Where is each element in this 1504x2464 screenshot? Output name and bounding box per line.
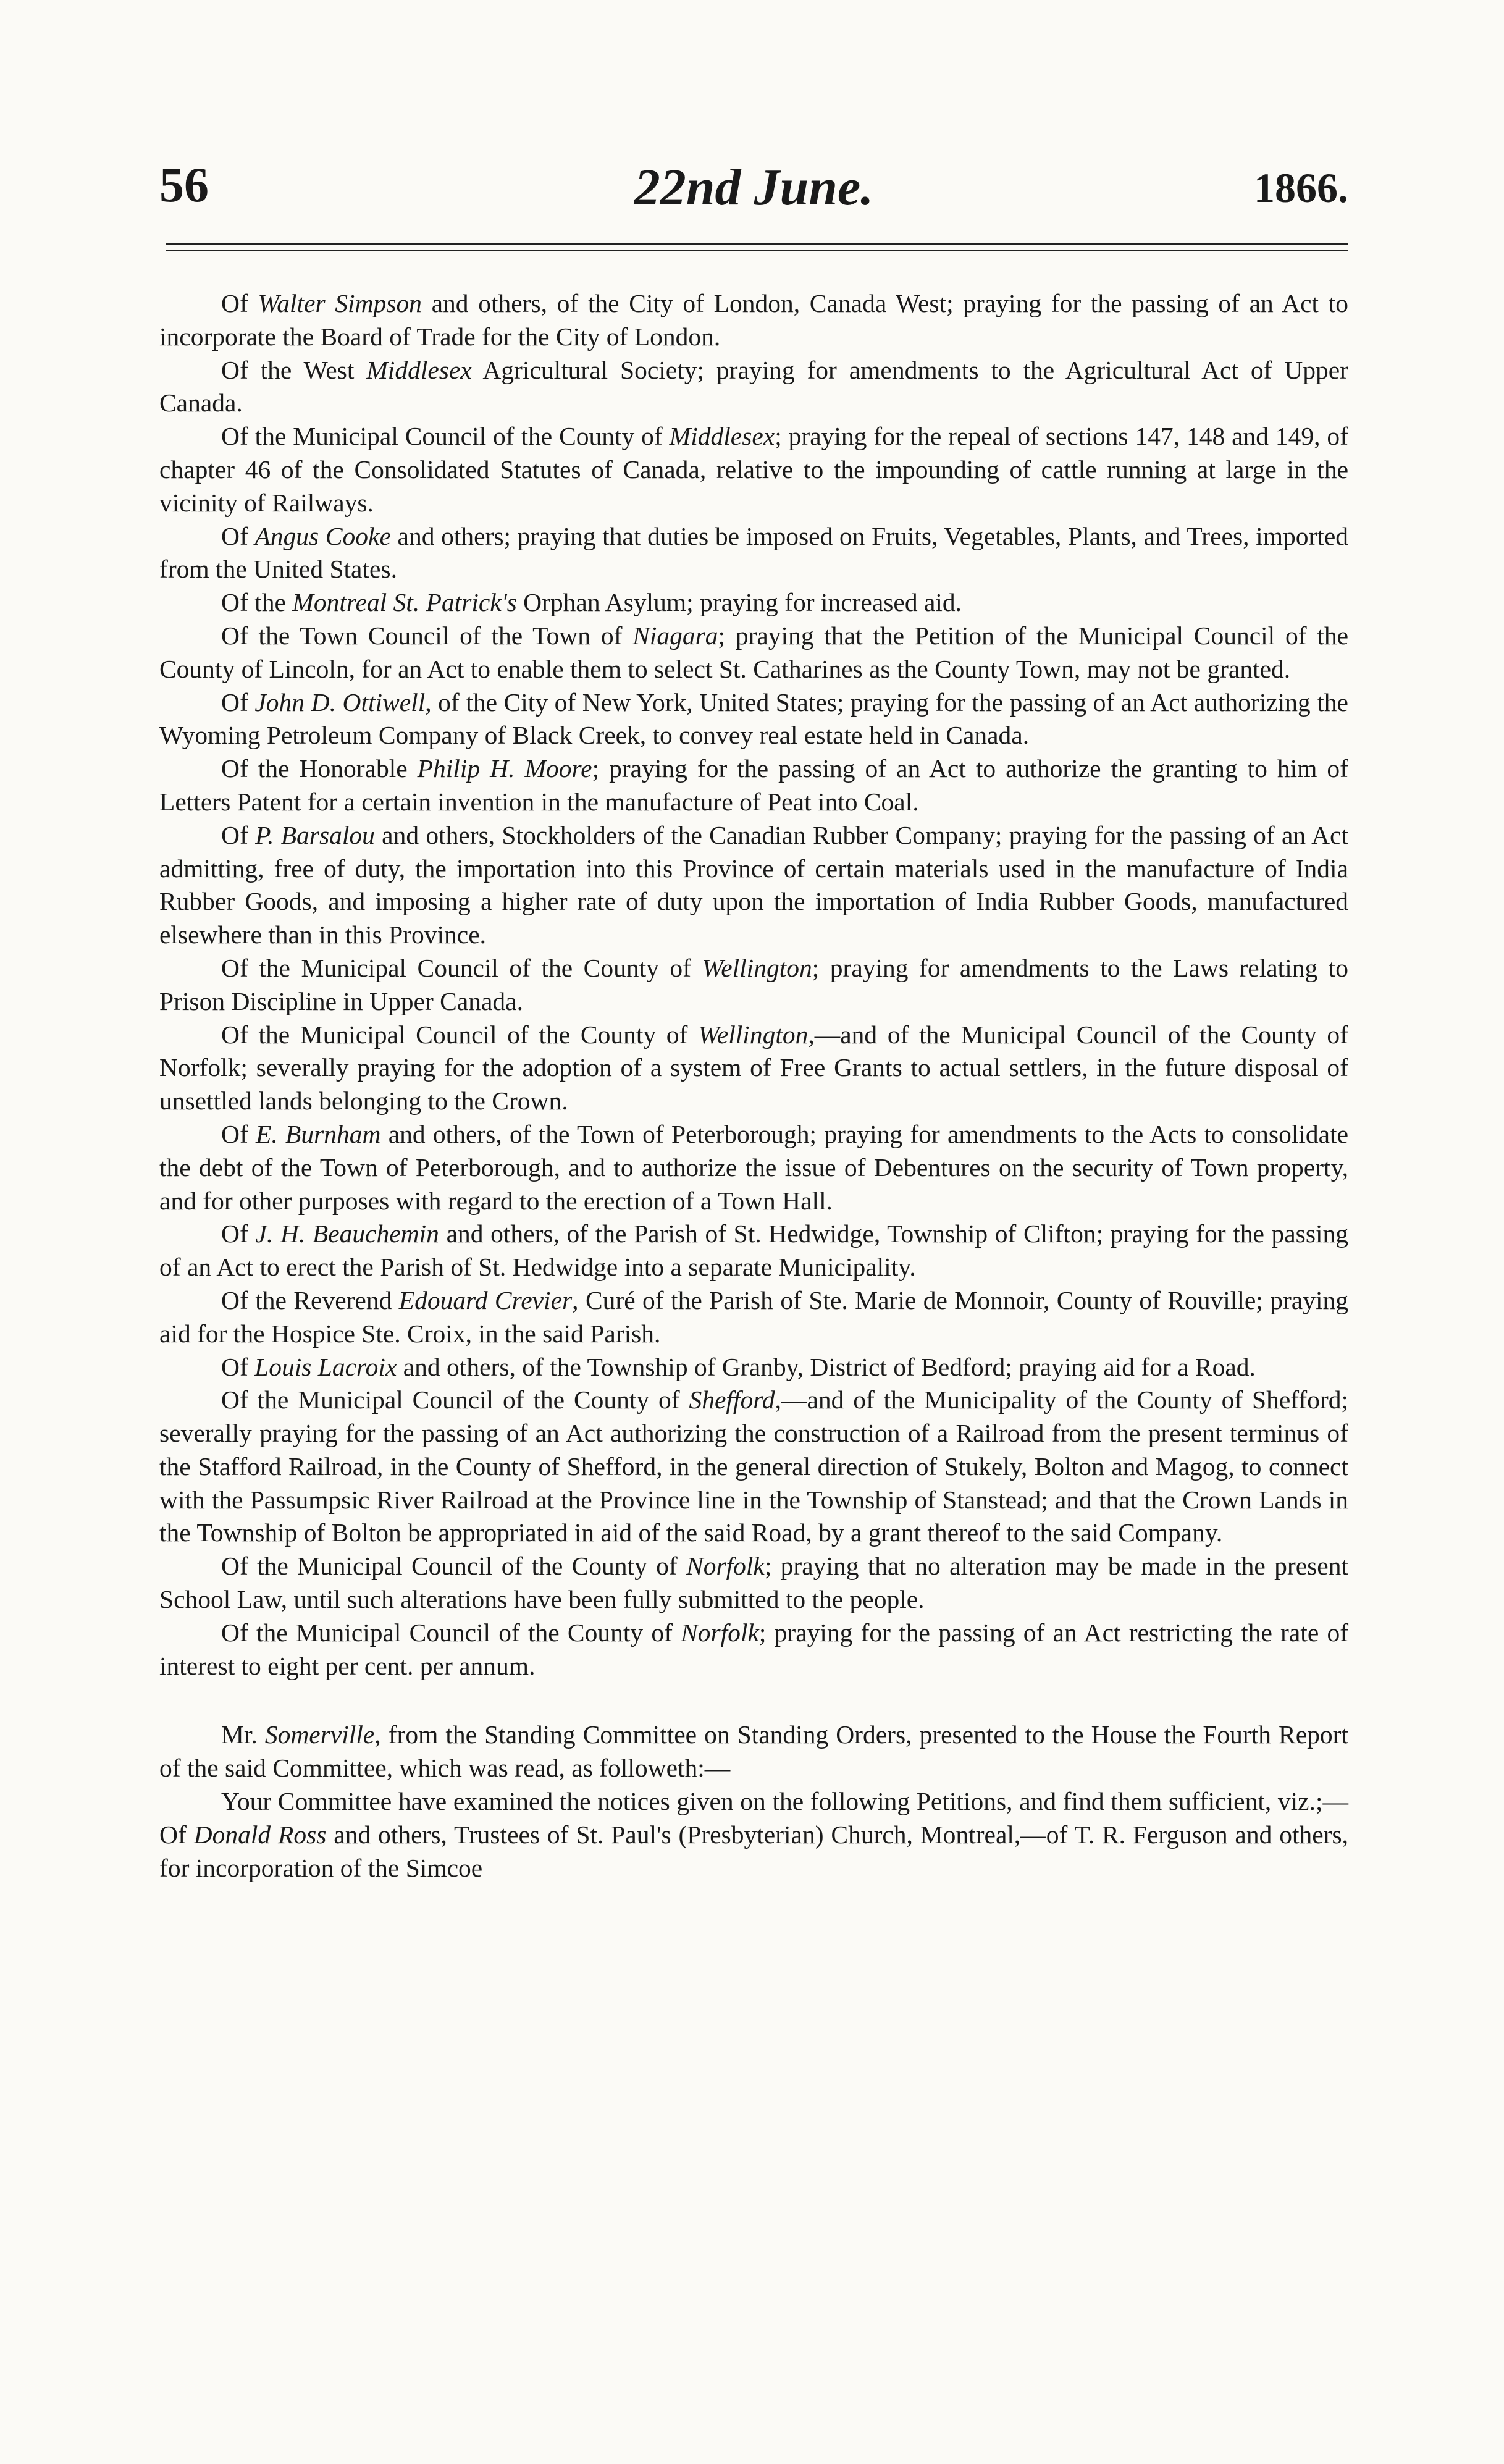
paragraph-prefix: Mr. (221, 1720, 265, 1749)
paragraph-text: ; praying for the passing of an Act restricting the rate of interest to eight per cent. per annum. (159, 1618, 1349, 1680)
petitioner-name: Edouard Crevier (398, 1285, 573, 1314)
paragraph-prefix: Of (221, 1219, 256, 1248)
petition-paragraph (159, 1351, 1348, 1384)
petition-paragraph (159, 1384, 1348, 1550)
paragraph-prefix: Of the Reverend (221, 1285, 399, 1314)
paragraph-text: ,—and of the Municipal Council of the County of Norfolk; severally praying for the adoption of a system of Free Grants to actual settlers, in the future disposal of unsettled lands belonging to the Crown. (159, 1020, 1349, 1116)
petitioner-name: Montreal St. Patrick's (292, 588, 517, 617)
paragraph-text: and others, of the Parish of St. Hedwidge, Township of Clifton; praying for the passing of an Act to erect the Parish of St. Hedwidge into a separate Municipality. (159, 1219, 1349, 1282)
paragraph-prefix: Of (221, 289, 258, 317)
paragraph-text: ; praying for the repeal of sections 147, 148 and 149, of chapter 46 of the Consolidated Statutes of Canada, relative to the impounding of cattle running at large in the vicinity of Railways. (159, 422, 1348, 517)
petition-paragraph (159, 1617, 1348, 1683)
paragraph-text: and others, Trustees of St. Paul's (Presbyterian) Church, Montreal,—of T. R. Ferguson and others, for incorporation of the Simcoe (159, 1820, 1349, 1882)
paragraph-text: ; praying that the Petition of the Municipal Council of the County of Lincoln, for an Act to enable them to select St. Catharines as the County Town, may not be granted. (159, 621, 1348, 683)
petitioner-name: J. H. Beauchemin (255, 1219, 439, 1248)
document-body (159, 287, 1348, 1885)
paragraph-prefix: Of the Municipal Council of the County of (221, 422, 670, 451)
header-year: 1866. (1254, 164, 1348, 211)
petitioner-name: Angus Cooke (254, 521, 391, 550)
petition-paragraph (159, 354, 1348, 421)
paragraph-prefix: Of (221, 1352, 255, 1381)
petition-paragraph (159, 1019, 1348, 1118)
petition-paragraph (159, 752, 1348, 819)
petitioner-name: Walter Simpson (258, 289, 422, 317)
petition-paragraph (159, 586, 1348, 620)
paragraph-prefix: Of the Municipal Council of the County of (221, 1552, 687, 1581)
petition-paragraph (159, 952, 1348, 1019)
report-paragraph (159, 1785, 1348, 1885)
document-page (159, 158, 1349, 1882)
petitioner-name: Shefford (689, 1385, 775, 1415)
petitioner-name: E. Burnham (256, 1119, 381, 1148)
paragraph-text: and others, of the Township of Granby, District of Bedford; praying aid for a Road. (397, 1352, 1256, 1381)
paragraph-prefix: Your Committee have examined the notices given on the following Petitions, and find them sufficient, viz.;—Of (159, 1787, 1348, 1849)
paragraph-prefix: Of (221, 1119, 256, 1148)
paragraph-text: ; praying for amendments to the Laws relating to Prison Discipline in Upper Canada. (159, 953, 1348, 1015)
petitioner-name: Wellington (702, 953, 812, 982)
petition-paragraph (159, 420, 1348, 519)
petitioner-name: Middlesex (366, 355, 472, 384)
petitioner-name: John D. Ottiwell (254, 687, 426, 717)
petitioner-name: Niagara (632, 621, 718, 650)
paragraph-prefix: Of (221, 687, 255, 717)
paragraph-text: , Curé of the Parish of Ste. Marie de Monnoir, County of Rouville; praying aid for the Hospice Ste. Croix, in the said Parish. (159, 1285, 1348, 1348)
petitioner-name: Middlesex (669, 422, 775, 451)
report-paragraph (159, 1718, 1348, 1785)
paragraph-prefix: Of the (221, 588, 293, 617)
petition-paragraph (159, 819, 1348, 952)
paragraph-prefix: Of the Town Council of the Town of (221, 621, 633, 650)
running-date: 22nd June. (634, 159, 874, 216)
petitioner-name: P. Barsalou (255, 820, 375, 849)
petitioner-name: Donald Ross (193, 1820, 327, 1849)
petitioner-name: Louis Lacroix (254, 1352, 397, 1381)
paragraph-prefix: Of the Municipal Council of the County of (221, 1020, 699, 1049)
paragraph-prefix: Of (221, 521, 255, 550)
paragraph-text: , of the City of New York, United States; praying for the passing of an Act authorizing the Wyoming Petroleum Company of Black Creek, to convey real estate held in Canada. (159, 687, 1348, 750)
petition-paragraph (159, 1550, 1348, 1617)
petitioner-name: Wellington (698, 1020, 809, 1049)
paragraph-text: ; praying that no alteration may be made in the present School Law, until such alterations have been fully submitted to the people. (159, 1552, 1348, 1614)
petition-paragraph (159, 620, 1348, 686)
paragraph-text: Orphan Asylum; praying for increased aid. (516, 588, 962, 617)
member-name: Somerville (264, 1720, 375, 1749)
petition-paragraph (159, 287, 1348, 354)
page-number: 56 (159, 158, 209, 212)
petition-paragraph (159, 1118, 1348, 1217)
paragraph-prefix: Of the Honorable (221, 754, 418, 783)
paragraph-text: and others, of the City of London, Canada West; praying for the passing of an Act to incorporate the Board of Trade for the City of London. (159, 289, 1348, 351)
page-header (159, 158, 1348, 232)
petitioner-name: Norfolk (681, 1618, 759, 1647)
paragraph-text: and others, Stockholders of the Canadian Rubber Company; praying for the passing of an Act admitting, free of duty, the importation into this Province of certain materials used in the manufacture of India Rubber Goods, and imposing a higher rate of duty upon the importation of India Rubber Goods, manufactured elsewhere than in this Province. (159, 820, 1349, 949)
paragraph-text: ,—and of the Municipality of the County of Shefford; severally praying for the passing of an Act authorizing the construction of a Railroad from the present terminus of the Stafford Railroad, in the County of Shefford, in the general direction of Stukely, Bolton and Magog, to connect with the Passumpsic River Railroad at the Province line in the Township of Stanstead; and that the Crown Lands in the Township of Bolton be appropriated in aid of the said Road, by a grant thereof to the said Company. (159, 1385, 1348, 1547)
paragraph-prefix: Of the Municipal Council of the County of (221, 953, 702, 982)
petition-paragraph (159, 686, 1348, 753)
petition-paragraph (159, 520, 1348, 587)
paragraph-text: and others, of the Town of Peterborough; praying for amendments to the Acts to consolidate the debt of the Town of Peterborough, and to authorize the issue of Debentures on the security of Town property, and for other purposes with regard to the erection of a Town Hall. (159, 1119, 1349, 1215)
petitioner-name: Philip H. Moore (417, 754, 592, 783)
paragraph-text: ; praying for the passing of an Act to authorize the granting to him of Letters Patent for a certain invention in the manufacture of Peat into Coal. (159, 754, 1348, 816)
header-double-rule (166, 243, 1348, 251)
paragraph-prefix: Of the West (221, 355, 367, 384)
petitioner-name: Norfolk (686, 1552, 765, 1581)
petition-paragraph (159, 1284, 1348, 1351)
paragraph-text: and others; praying that duties be imposed on Fruits, Vegetables, Plants, and Trees, imported from the United States. (159, 521, 1348, 584)
paragraph-prefix: Of the Municipal Council of the County of (221, 1618, 681, 1647)
paragraph-text: Agricultural Society; praying for amendments to the Agricultural Act of Upper Canada. (159, 355, 1348, 418)
paragraph-prefix: Of the Municipal Council of the County of (221, 1385, 689, 1415)
paragraph-prefix: Of (221, 820, 256, 849)
petition-paragraph (159, 1217, 1348, 1284)
paragraph-text: , from the Standing Committee on Standing Orders, presented to the House the Fourth Report of the said Committee, which was read, as followeth:— (159, 1720, 1348, 1783)
